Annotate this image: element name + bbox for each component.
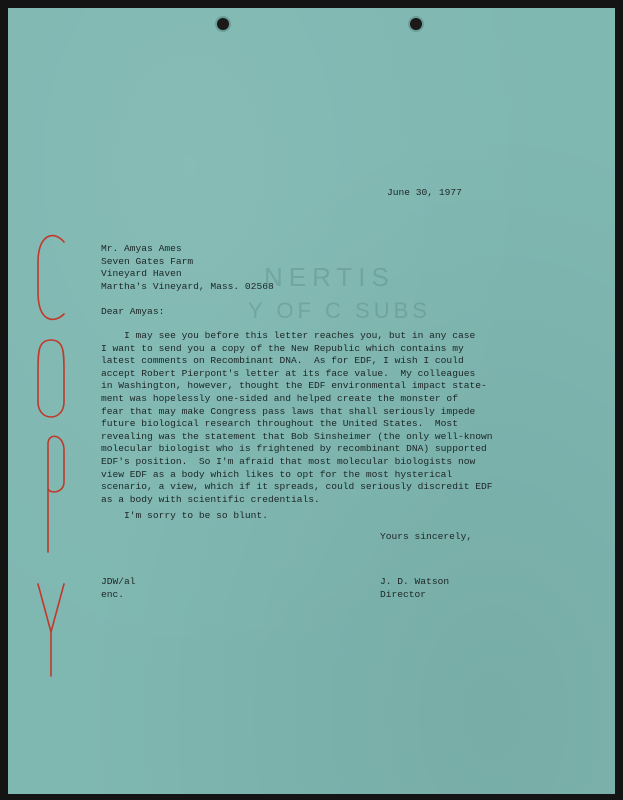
recipient-line: Vineyard Haven: [101, 268, 182, 280]
body-line: I may see you before this letter reaches you, but in any case: [101, 330, 476, 341]
body-line: scenario, a view, which if it spreads, could seriously discredit EDF: [101, 481, 493, 493]
bleed-through-text: NERTIS: [264, 262, 395, 292]
stamp-letter-p: [48, 436, 64, 552]
body-line: view EDF as a body which likes to opt for the most hysterical: [101, 468, 453, 480]
punch-hole-left: [217, 18, 229, 30]
signer-name: J. D. Watson: [380, 576, 450, 587]
complimentary-close: Yours sincerely,: [380, 531, 473, 542]
recipient-line: Seven Gates Farm: [101, 255, 194, 267]
body-line: fear that may make Congress pass laws that shall seriously impede: [101, 405, 476, 417]
stamp-letter-c: [38, 236, 64, 320]
typist-initials: JDW/al: [101, 576, 136, 587]
body-line: EDF's position. So I'm afraid that most molecular biologists now: [101, 456, 476, 467]
letter-page: [8, 8, 615, 794]
recipient-line: Martha's Vineyard, Mass. 02568: [101, 280, 274, 292]
body-line: latest comments on Recombinant DNA. As for EDF, I wish I could: [101, 355, 464, 367]
body-line: accept Robert Pierpont's letter at its face value. My colleagues: [101, 367, 476, 379]
letter-date: June 30, 1977: [387, 187, 462, 198]
enclosure-note: enc.: [101, 588, 125, 600]
body-line: as a body with scientific credentials.: [101, 493, 320, 505]
stamp-letter-y: [38, 584, 64, 676]
body-line: I want to send you a copy of the New Republic which contains my: [101, 342, 464, 354]
recipient-name: Mr. Amyas Ames: [101, 243, 182, 254]
signer-title: Director: [380, 588, 427, 600]
punch-hole-right: [410, 18, 422, 30]
stamp-letter-o: [38, 340, 64, 417]
closing-paragraph: I'm sorry to be so blunt.: [101, 510, 268, 521]
body-line: future biological research throughout the United States. Most: [101, 418, 458, 430]
bleed-through-text-2: Y OF C SUBS: [248, 298, 431, 323]
body-line: ment was hopelessly one-sided and helped create the monster of: [101, 393, 458, 404]
copy-stamp: [34, 232, 68, 682]
body-line: revealing was the statement that Bob Sinsheimer (the only well-known: [101, 430, 493, 442]
salutation: Dear Amyas:: [101, 306, 165, 317]
body-line: molecular biologist who is frightened by recombinant DNA) supported: [101, 443, 487, 455]
body-line: in Washington, however, thought the EDF environmental impact state-: [101, 380, 487, 392]
